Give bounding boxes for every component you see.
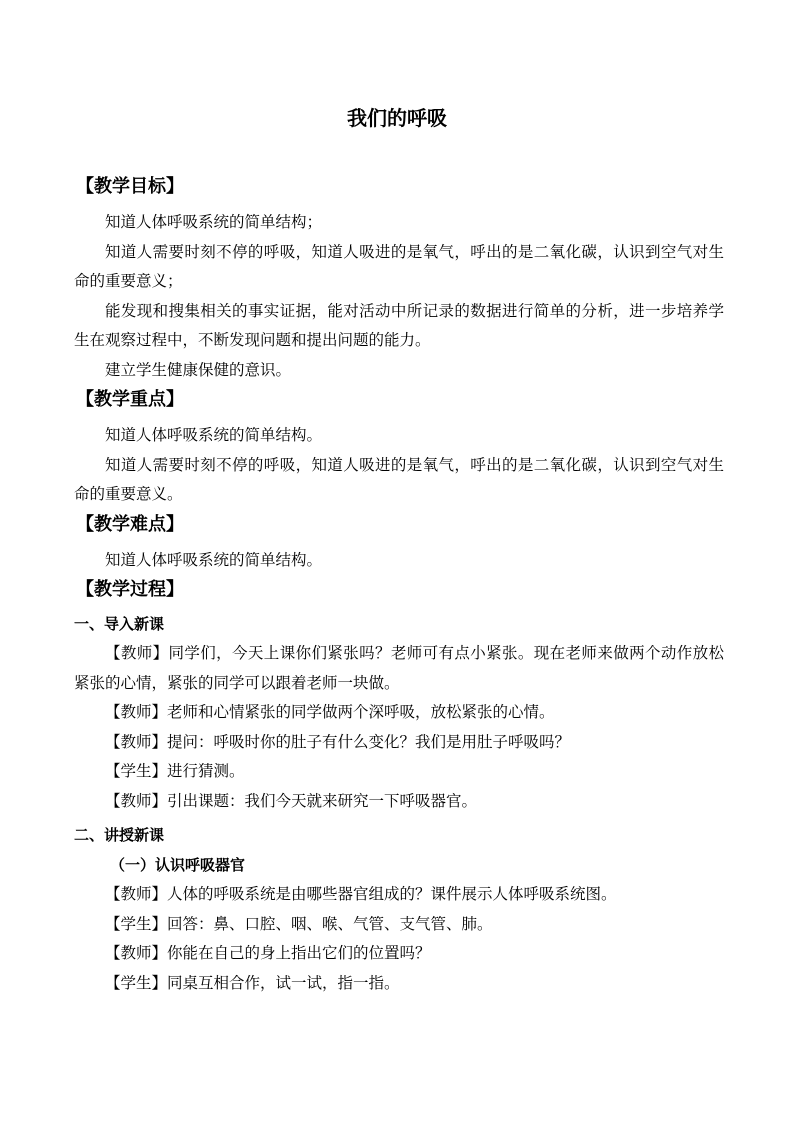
paragraph: 【教师】你能在自己的身上指出它们的位置吗？: [105, 944, 431, 962]
paragraph: 【教师】引出课题：我们今天就来研究一下呼吸器官。: [105, 791, 478, 810]
paragraph: 建立学生健康保健的意识。: [105, 360, 292, 379]
paragraph: 【教师】人体的呼吸系统是由哪些器官组成的？课件展示人体呼吸系统图。: [105, 885, 617, 903]
paragraph: 【教师】提问：呼吸时你的肚子有什么变化？我们是用肚子呼吸吗？: [105, 732, 571, 751]
paragraph: 知道人需要时刻不停的呼吸，知道人吸进的是氧气，呼出的是二氧化碳，认识到空气对生命的重要意义；: [74, 242, 724, 290]
document-title: 我们的呼吸: [347, 106, 447, 130]
section-heading-key-points: 【教学重点】: [76, 389, 184, 410]
paragraph: 【教师】同学们，今天上课你们紧张吗？老师可有点小紧张。现在老师来做两个动作放松紧张的心情，紧张的同学可以跟着老师一块做。: [74, 644, 724, 692]
paragraph: 知道人需要时刻不停的呼吸，知道人吸进的是氧气，呼出的是二氧化碳，认识到空气对生命的重要意义。: [74, 455, 724, 503]
paragraph: 知道人体呼吸系统的简单结构。: [105, 550, 323, 569]
section-heading-difficult-points: 【教学难点】: [76, 513, 184, 535]
paragraph: 知道人体呼吸系统的简单结构。: [105, 426, 323, 444]
subsection-heading-intro: 一、导入新课: [74, 615, 165, 633]
paragraph: 【学生】进行猜测。: [105, 762, 245, 780]
paragraph: 知道人体呼吸系统的简单结构；: [105, 213, 323, 231]
paragraph: 【学生】同桌互相合作，试一试，指一指。: [105, 973, 400, 992]
paragraph: 【学生】回答：鼻、口腔、咽、喉、气管、支气管、肺。: [105, 914, 493, 933]
section-heading-objectives: 【教学目标】: [76, 176, 184, 197]
document-body: [74, 172, 724, 998]
paragraph: 【教师】老师和心情紧张的同学做两个深呼吸，放松紧张的心情。: [105, 703, 555, 721]
paragraph: 能发现和搜集相关的事实证据，能对活动中所记录的数据进行简单的分析，进一步培养学生在观察过程中，不断发现问题和提出问题的能力。: [74, 301, 724, 349]
subsection-heading-new-lesson: 二、讲授新课: [74, 826, 165, 844]
subsubsection-heading-organs: （一）认识呼吸器官: [110, 856, 246, 874]
section-heading-process: 【教学过程】: [76, 579, 184, 600]
